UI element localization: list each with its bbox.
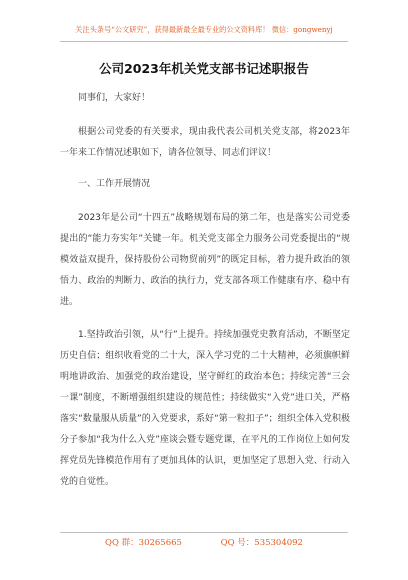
intro-paragraph: 根据公司党委的有关要求，现由我代表公司机关党支部，将2023年一年来工作情况述职如下，请各位领导、同志们评议！ <box>60 127 350 158</box>
body-paragraph-2: 1.坚持政治引领，从“行”上提升。持续加强党史教育活动，不断坚定历史自信；组织收看党的二十大，深入学习党的二十大精神，必须旗帜鲜明地讲政治、加强党的政治建设，坚守鲜红的政治本色；持续完善“三会一课”制度，不断增强组织建设的规范性；持续做实“入党”进口关，严格落实“数量服从质量”的入党要求，系好“第一粒扣子”；组织全体入党积极分子参加“我为什么入党”座谈会暨专题党课，在平凡的工作岗位上如何发挥党员先锋模范作用有了更加具体的认识，更加坚定了思想入党、行动入党的自觉性。 <box>60 330 350 487</box>
document-title: 公司2023年机关党支部书记述职报告 <box>99 61 309 76</box>
footer-contact <box>0 536 408 548</box>
section-heading: 一、工作开展情况 <box>78 179 151 189</box>
footer-qq-number: QQ 号：535304092 <box>220 538 303 548</box>
body-paragraph-1: 2023年是公司“十四五”战略规划布局的第二年，也是落实公司党委提出的“能力夯实年”关键一年。机关党支部全力服务公司党委提出的“规模效益双提升，保持股份公司物贸前列”的既定目标，着力提升政治的领悟力、政治的判断力、政治的执行力，党支部各项工作健康有序、稳中有进。 <box>60 213 350 307</box>
greeting-paragraph: 同事们，大家好！ <box>78 93 151 103</box>
header-promo-note: 关注头条号“公文研究”，获得最新最全最专业的公文资料库！ 微信：gongwenyj <box>75 25 333 34</box>
footer-qq-group: QQ 群：30265665 <box>105 538 182 548</box>
header-divider <box>60 41 348 42</box>
footer-divider <box>60 532 348 533</box>
